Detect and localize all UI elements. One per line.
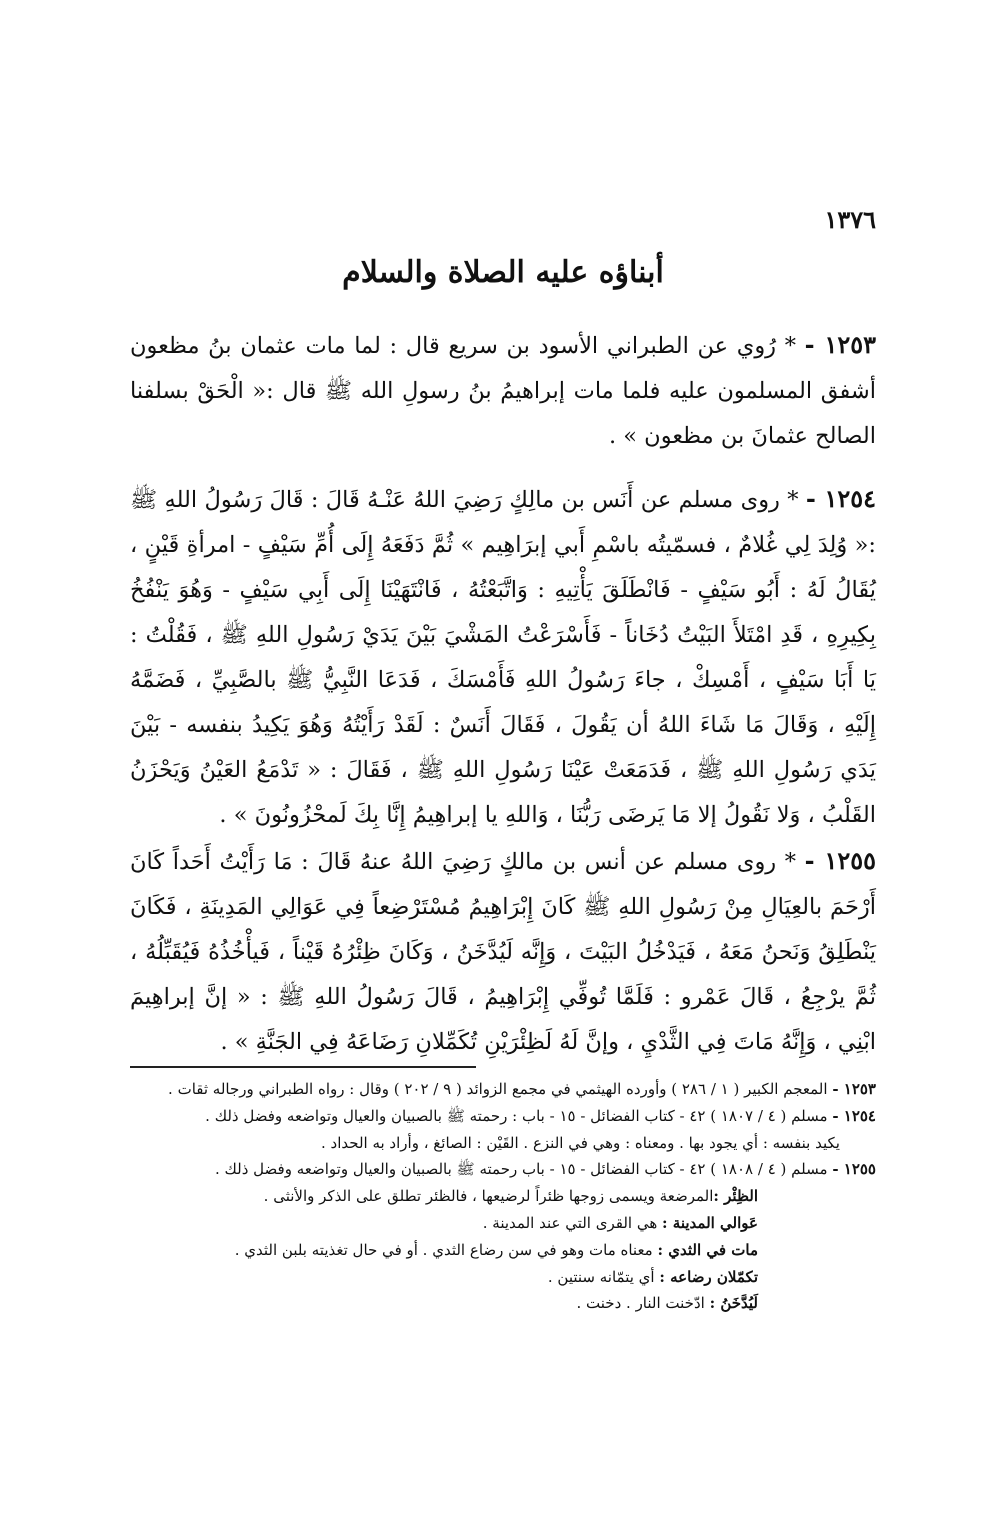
chapter-title: أبناؤه عليه الصلاة والسلام: [342, 255, 664, 290]
gloss-text: ادّخنت النار . دخنت .: [576, 1294, 705, 1313]
hadith-number: ١٢٥٤ -: [805, 484, 876, 513]
gloss-item: [130, 1183, 876, 1210]
footnote-1253: [130, 1076, 876, 1103]
footnote-number: ١٢٥٥ -: [832, 1160, 876, 1179]
footnote-1254-note: يكيد بنفسه : أي يجود بها . ومعناه : وهي في النزع . القَيْن : الصائغ ، وأراد به الحداد .: [321, 1133, 840, 1152]
gloss-term: لَيُدَّخَنُ :: [709, 1294, 758, 1313]
footnote-divider: [130, 1066, 476, 1068]
footnote-number: ١٢٥٤ -: [832, 1106, 876, 1125]
gloss-term: مات في الثدي :: [657, 1240, 758, 1259]
hadith-text: * روى مسلم عن أنس بن مالكٍ رَضِيَ اللهُ عنهُ قَالَ : مَا رَأَيْتُ أَحَداً كَانَ أَرْحَمَ بالعِيَالِ مِنْ رَسُولِ اللهِ ﷺ كَانَ إِبْرَاهِيمُ مُسْتَرْضِعاً فِي عَوَالِي المَدِينَةِ ، فَكَانَ يَنْطَلِقُ وَنَحنُ مَعَهُ ، فَيَدْخُلُ البَيْتَ ، وَإِنَّه لَيُدَّخَنُ ، وَكَانَ ظِئْرُهُ قَيْناً ، فَيأْخُذُهُ فَيُقَبِّلُهُ ، ثُمَّ يرْجِعُ ، قَالَ عَمْرو : فَلَمَّا تُوفِّي إِبْرَاهِيمُ ، قَالَ رَسُولُ اللهِ ﷺ : « إنَّ إبراهِيمَ ابْنِي ، وَإِنَّهُ مَاتَ فِي الثَّدْيِ ، وإنَّ لَهُ لَظِئْرَيْنِ تُكَمِّلانِ رَضَاعَهُ فِي الجَنَّةِ » .: [130, 849, 876, 1055]
hadith-1254: [130, 476, 876, 838]
gloss-text: معناه مات وهو في سن رضاع الثدي . أو في حال تغذيته بلبن الثدي .: [234, 1240, 653, 1259]
gloss-term: الظِئْر :: [713, 1187, 758, 1206]
hadith-text: * رُوي عن الطبراني الأسود بن سريع قال : لما مات عثمان بنُ مظعون أشفق المسلمون عليه فلما مات إبراهيمُ بنُ رسولِ الله ﷺ قال :« الْحَقْ بسلفنا الصالح عثمانَ بن مظعون » .: [130, 333, 876, 449]
footnote-1255: [130, 1156, 876, 1183]
gloss-item: [130, 1290, 876, 1317]
hadith-1255: [130, 838, 876, 1065]
hadith-number: ١٢٥٥ -: [804, 846, 877, 875]
footnote-1254: [130, 1103, 876, 1130]
hadith-number: ١٢٥٣ -: [804, 330, 876, 359]
page-number: ١٣٧٦: [824, 205, 876, 234]
gloss-item: [130, 1264, 876, 1291]
gloss-item: [130, 1237, 876, 1264]
hadith-1253: [130, 322, 876, 459]
footnote-text: مسلم ( ٤ / ١٨٠٨ ) ٤٢ - كتاب الفضائل - ١٥ - باب رحمته ﷺ بالصبيان والعيال وتواضعه وفضل ذلك .: [214, 1160, 828, 1179]
gloss-term: عَوالي المدينة :: [662, 1213, 758, 1232]
hadith-text: * روى مسلم عن أَنَس بن مالِكٍ رَضِيَ اللهُ عَنْـهُ قَالَ : قَالَ رَسُولُ اللهِ ﷺ :« وُلِدَ لِي غُلامٌ ، فسمّيتُه باسْمِ أَبي إبرَاهِيم » ثُمَّ دَفَعَهُ إِلَى أُمِّ سَيْفٍ - امرأةِ قَيْنٍ ، يُقَالُ لَهُ : أَبُو سَيْفٍ - فَانْطَلَقَ يَأْتِيهِ : وَاتَّبَعْتُهُ ، فَانْتَهَيْنَا إِلَى أَبِي سَيْفٍ - وَهُوَ يَنْفُخُ بِكِيرِهِ ، قَدِ امْتَلأَ البَيْتُ دُخَاناً - فَأَسْرَعْتُ المَشْيَ بَيْنَ يَدَيْ رَسُولِ اللهِ ﷺ ، فَقُلْتُ : يَا أَبَا سَيْفٍ ، أَمْسِكْ ، جاءَ رَسُولُ اللهِ فَأَمْسَكَ ، فَدَعَا النَّبِيُّ ﷺ بالصَّبِيِّ ، فَضَمَّهُ إِلَيْهِ ، وَقَالَ مَا شَاءَ اللهُ أن يَقُولَ ، فَقَالَ أَنَسٌ : لَقَدْ رَأَيْتُهُ وَهُوَ يَكِيدُ بنفسه - بَيْنَ يَدَي رَسُولِ اللهِ ﷺ ، فَدَمَعَتْ عَيْنَا رَسُولِ اللهِ ﷺ ، فَقَالَ : « تَدْمَعُ العَيْنُ وَيَحْزَنُ القَلْبُ ، وَلا نَقُولُ إلا مَا يَرضَى رَبُّنَا ، وَاللهِ يا إبراهِيمُ إِنَّا بِكَ لَمحْزُونُونَ » .: [130, 487, 876, 828]
gloss-text: أي يتمّانه سنتين .: [547, 1267, 655, 1286]
footnote-text: المعجم الكبير ( ١ / ٢٨٦ ) وأورده الهيثمي في مجمع الزوائد ( ٩ / ٢٠٢ ) وقال : رواه الطبراني ورجاله ثقات .: [168, 1080, 828, 1098]
footnote-number: ١٢٥٣ -: [832, 1080, 876, 1098]
footnotes: [130, 1076, 876, 1317]
book-page: [130, 0, 876, 1518]
gloss-term: تكمّلان رضاعه :: [659, 1267, 758, 1286]
footnote-text: مسلم ( ٤ / ١٨٠٧ ) ٤٢ - كتاب الفضائل - ١٥ - باب : رحمته ﷺ بالصبيان والعيال وتواضعه وفضل ذلك .: [205, 1106, 828, 1125]
gloss-item: [130, 1210, 876, 1237]
gloss-text: هي القرى التي عند المدينة .: [482, 1213, 658, 1232]
gloss-text: المرضعة ويسمى زوجها ظئراً لرضيعها ، فالظئر تطلق على الذكر والأنثى .: [263, 1187, 714, 1206]
